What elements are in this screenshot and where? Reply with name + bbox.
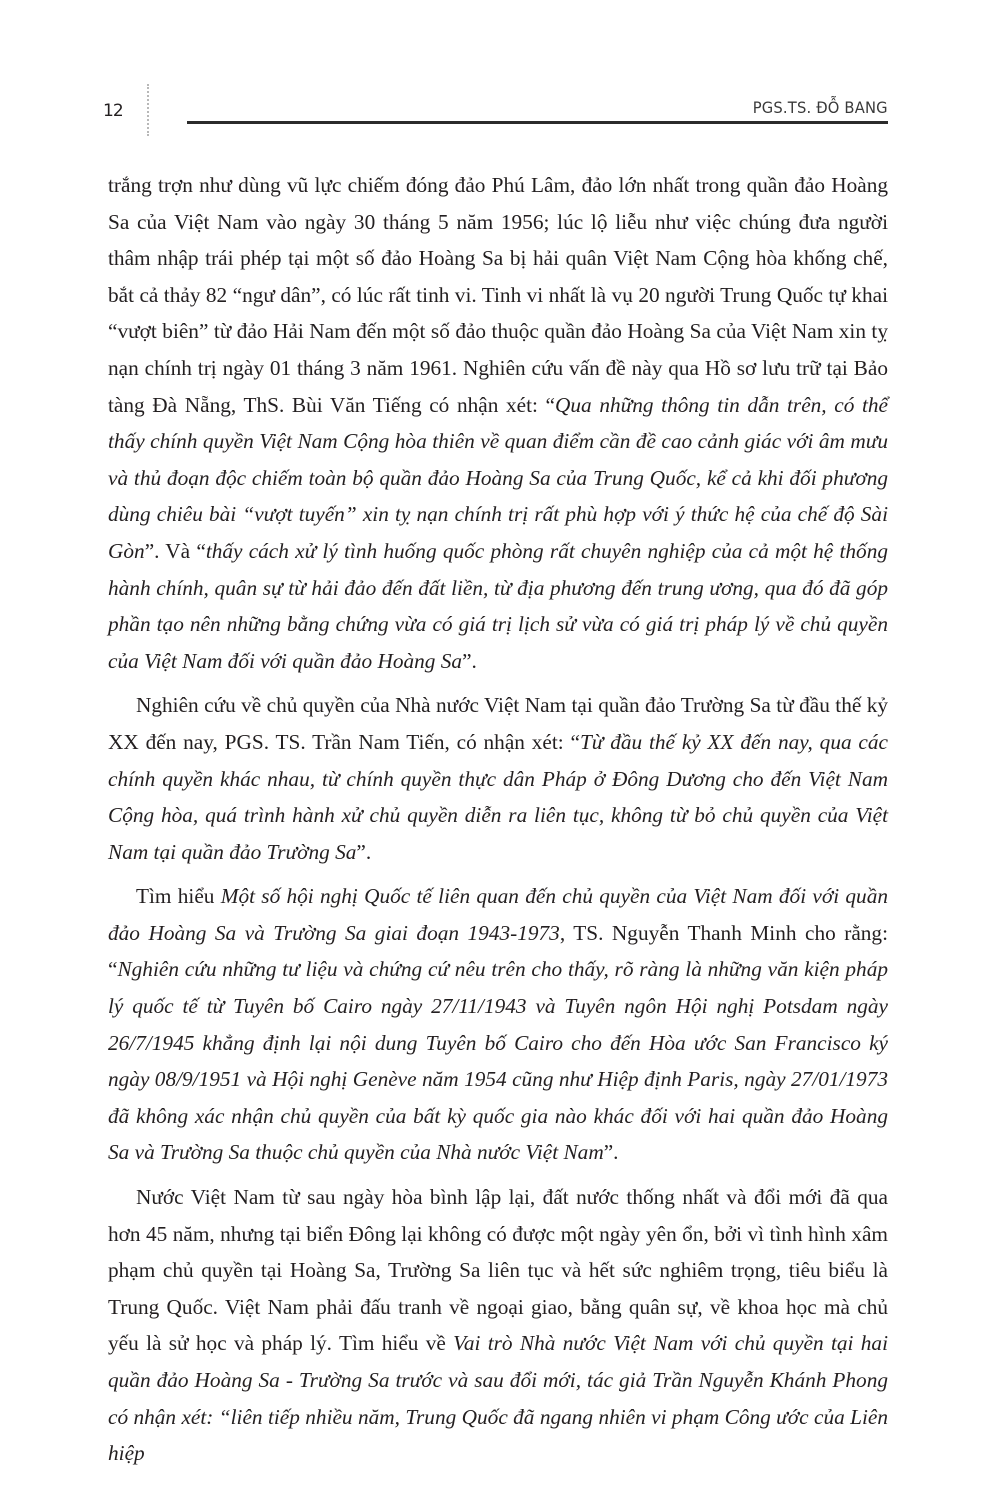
title-segment: Một số hội nghị Quốc tế liên quan đến chủ quyền của Việt Nam đối với quần đảo Hoàng Sa và Trường Sa giai đoạn 1943-1973 bbox=[108, 884, 888, 945]
quote-segment: thấy cách xử lý tình huống quốc phòng rất chuyên nghiệp của cả một hệ thống hành chính, quân sự từ hải đảo đến đất liền, từ địa phương đến trung ương, qua đó đã góp phần tạo nên những bằng chứng vừa có giá trị lịch sử vừa có giá trị pháp lý về chủ quyền của Việt Nam đối với quần đảo Hoàng Sa bbox=[108, 538, 888, 673]
paragraph bbox=[108, 687, 888, 870]
paragraph bbox=[108, 1179, 888, 1472]
text-segment: ”. bbox=[462, 648, 477, 673]
text-segment: trắng trợn như dùng vũ lực chiếm đóng đảo Phú Lâm, đảo lớn nhất trong quần đảo Hoàng Sa của Việt Nam vào ngày 30 tháng 5 năm 1956; lúc lộ liễu như việc chúng đưa người thâm nhập trái phép tại một số đảo Hoàng Sa bị hải quân Việt Nam Cộng hòa khống chế, bắt cả thảy 82 “ngư dân”, có lúc rất tinh vi. Tinh vi nhất là vụ 20 người Trung Quốc tự khai “vượt biên” từ đảo Hải Nam đến một số đảo thuộc quần đảo Hoàng Sa của Việt Nam xin tỵ nạn chính trị ngày 01 tháng 3 năm 1961. Nghiên cứu vấn đề này qua Hồ sơ lưu trữ tại Bảo tàng Đà Nẵng, ThS. Bùi Văn Tiếng có nhận xét: “ bbox=[108, 173, 888, 417]
text-segment: , TS. Nguyễn Thanh Minh cho rằng: “ bbox=[108, 920, 888, 982]
page-number: 12 bbox=[103, 101, 123, 121]
quote-segment: liên tiếp nhiều năm, Trung Quốc đã ngang nhiên vi phạm Công ước của Liên hiệp bbox=[108, 1404, 888, 1466]
text-segment: Nghiên cứu về chủ quyền của Nhà nước Việt Nam tại quần đảo Trường Sa từ đầu thế kỷ XX đến nay, PGS. TS. Trần Nam Tiến, có nhận xét: “ bbox=[108, 693, 888, 754]
text-segment: Nước Việt Nam từ sau ngày hòa bình lập lại, đất nước thống nhất và đổi mới đã qua hơn 45 năm, nhưng tại biển Đông lại không có được một ngày yên ổn, bởi vì tình hình xâm phạm chủ quyền tại Hoàng Sa, Trường Sa liên tục và hết sức nghiêm trọng, tiêu biểu là Trung Quốc. Việt Nam phải đấu tranh về ngoại giao, bằng quân sự, về khoa học mà chủ yếu là sử học và pháp lý. Tìm hiểu về bbox=[108, 1185, 888, 1356]
text-segment: Tìm hiểu bbox=[136, 884, 221, 909]
running-head-author: PGS.TS. ĐỖ BANG bbox=[752, 98, 888, 117]
text-segment: ”. Và “ bbox=[144, 538, 206, 563]
text-segment: ”. bbox=[603, 1140, 619, 1165]
quote-segment: Nghiên cứu những tư liệu và chứng cứ nêu trên cho thấy, rõ ràng là những văn kiện pháp lý quốc tế từ Tuyên bố Cairo ngày 27/11/1943 và Tuyên ngôn Hội nghị Potsdam ngày 26/7/1945 khẳng định lại nội dung Tuyên bố Cairo cho đến Hòa ước San Francisco ký ngày 08/9/1951 và Hội nghị Genève năm 1954 cũng như Hiệp định Paris, ngày 27/01/1973 đã không xác nhận chủ quyền của bất kỳ quốc gia nào khác đối với hai quần đảo Hoàng Sa và Trường Sa thuộc chủ quyền của Nhà nước Việt Nam bbox=[108, 957, 888, 1165]
quote-segment: Qua những thông tin dẫn trên, có thể thấy chính quyền Việt Nam Cộng hòa thiên về quan điểm cần đề cao cảnh giác với âm mưu và thủ đoạn độc chiếm toàn bộ quần đảo Hoàng Sa của Trung Quốc, kể cả khi đối phương dùng chiêu bài “vượt tuyến” xin tỵ nạn chính trị rất phù hợp với ý thức hệ của chế độ Sài Gòn bbox=[108, 392, 889, 563]
paragraph bbox=[108, 878, 888, 1171]
text-segment: , tác giả Trần Nguyễn Khánh Phong có nhận xét: “ bbox=[108, 1368, 889, 1429]
paragraph bbox=[108, 167, 888, 679]
text-segment: ”. bbox=[356, 839, 372, 864]
body-text bbox=[108, 167, 888, 1480]
quote-segment: Từ đầu thế kỷ XX đến nay, qua các chính quyền khác nhau, từ chính quyền thực dân Pháp ở Đông Dương cho đến Việt Nam Cộng hòa, quá trình hành xử chủ quyền diễn ra liên tục, không từ bỏ chủ quyền của Việt Nam tại quần đảo Trường Sa bbox=[108, 729, 888, 864]
header-divider bbox=[147, 84, 149, 136]
title-segment: Vai trò Nhà nước Việt Nam với chủ quyền tại hai quần đảo Hoàng Sa - Trường Sa trước và sau đổi mới bbox=[108, 1331, 888, 1392]
header-rule bbox=[187, 121, 888, 124]
